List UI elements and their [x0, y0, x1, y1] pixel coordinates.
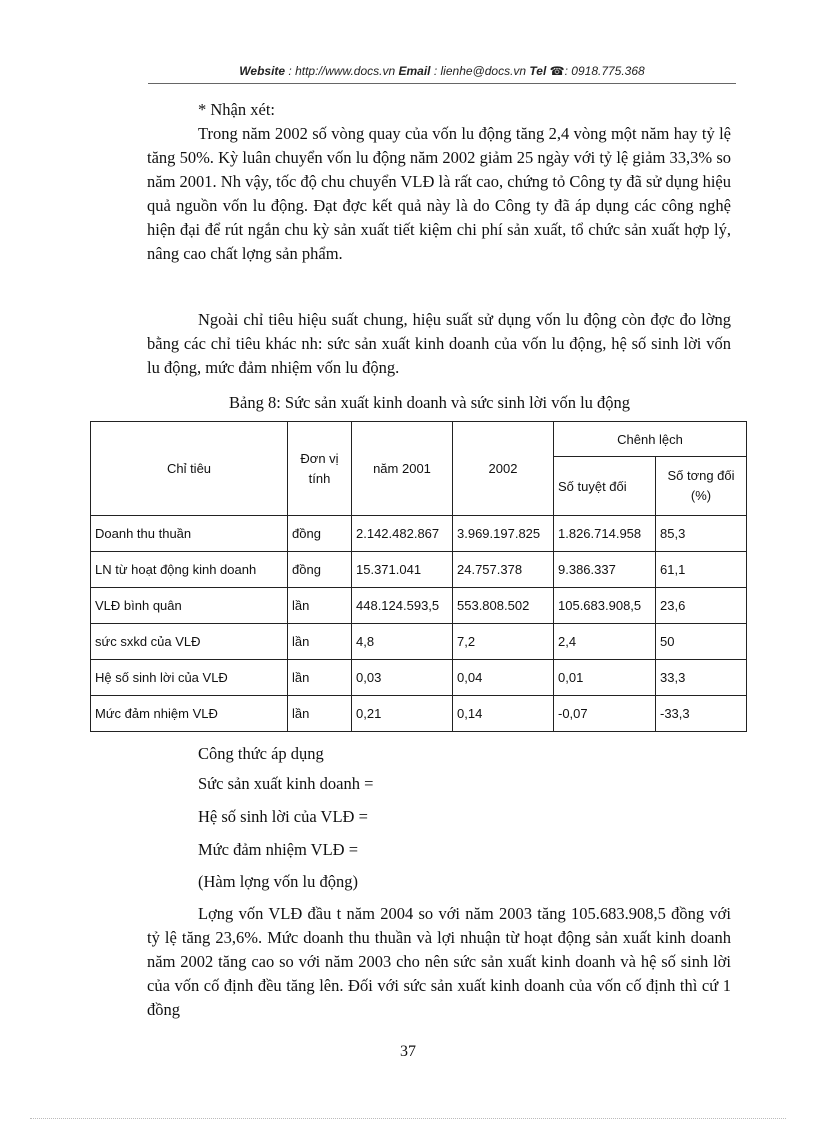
cell-unit: lần — [288, 588, 352, 624]
cell-unit: đồng — [288, 516, 352, 552]
formula-line-1: Sức sản xuất kinh doanh = — [198, 774, 374, 793]
cell-2001: 0,03 — [352, 660, 453, 696]
formula-line-4: (Hàm lợng vốn lu động) — [198, 872, 358, 891]
page-header — [148, 64, 736, 78]
cell-2002: 553.808.502 — [453, 588, 554, 624]
remark-title: * Nhận xét: — [198, 100, 275, 119]
data-table — [90, 421, 747, 732]
header-year-2002: 2002 — [453, 422, 554, 516]
cell-indicator: Doanh thu thuần — [91, 516, 288, 552]
paragraph-2: Ngoài chỉ tiêu hiệu suất chung, hiệu suất sử dụng vốn lu động còn đợc đo lờng bằng các chỉ tiêu khác nh: sức sản xuất kinh doanh của vốn lu động, hệ số sinh lời vốn lu động, mức đảm nhiệm vốn lu động. — [147, 310, 731, 377]
website-label: Website — [239, 64, 286, 78]
page-bottom-border — [30, 1118, 786, 1119]
cell-unit: lần — [288, 660, 352, 696]
table-row — [91, 552, 747, 588]
cell-2001: 4,8 — [352, 624, 453, 660]
cell-absolute: 1.826.714.958 — [554, 516, 656, 552]
phone-icon: ☎ — [549, 64, 565, 78]
page-number: 37 — [400, 1043, 416, 1060]
header-difference: Chênh lệch — [554, 422, 747, 457]
cell-relative: -33,3 — [656, 696, 747, 732]
cell-2002: 0,04 — [453, 660, 554, 696]
cell-unit: lần — [288, 624, 352, 660]
cell-relative: 61,1 — [656, 552, 747, 588]
cell-relative: 50 — [656, 624, 747, 660]
cell-relative: 33,3 — [656, 660, 747, 696]
table-row — [91, 516, 747, 552]
cell-unit: đồng — [288, 552, 352, 588]
cell-absolute: 2,4 — [554, 624, 656, 660]
cell-relative: 85,3 — [656, 516, 747, 552]
formula-line-2: Hệ số sinh lời của VLĐ = — [198, 807, 368, 826]
header-absolute: Số tuyệt đối — [554, 457, 656, 516]
tel-value: : 0918.775.368 — [564, 64, 645, 78]
cell-2002: 24.757.378 — [453, 552, 554, 588]
cell-2002: 3.969.197.825 — [453, 516, 554, 552]
cell-unit: lần — [288, 696, 352, 732]
email-label: Email — [398, 64, 431, 78]
cell-indicator: LN từ hoạt động kinh doanh — [91, 552, 288, 588]
cell-2001: 2.142.482.867 — [352, 516, 453, 552]
cell-absolute: 0,01 — [554, 660, 656, 696]
header-relative: Số tơng đối (%) — [656, 457, 747, 516]
email-value: : lienhe@docs.vn — [433, 64, 527, 78]
paragraph-1: Trong năm 2002 số vòng quay của vốn lu động tăng 2,4 vòng một năm hay tỷ lệ tăng 50%. Kỳ luân chuyển vốn lu động năm 2002 giảm 25 ngày với tỷ lệ giảm 33,3% so năm 2001. Nh vậy, tốc độ chu chuyển VLĐ là rất cao, chứng tỏ Công ty đã sử dụng hiệu quả nguồn vốn lu động. Đạt đợc kết quả này là do Công ty đã áp dụng các công nghệ hiện đại để rút ngắn chu kỳ sản xuất tiết kiệm chi phí sản xuất, tổ chức sản xuất hợp lý, nâng cao chất lợng sản phẩm. — [147, 124, 731, 263]
tel-label: Tel — [529, 64, 547, 78]
cell-relative: 23,6 — [656, 588, 747, 624]
table-row — [91, 588, 747, 624]
cell-indicator: Mức đảm nhiệm VLĐ — [91, 696, 288, 732]
cell-indicator: sức sxkd của VLĐ — [91, 624, 288, 660]
paragraph-3: Lợng vốn VLĐ đầu t năm 2004 so với năm 2003 tăng 105.683.908,5 đồng với tỷ lệ tăng 23,6%. Mức doanh thu thuần và lợi nhuận từ hoạt động sản xuất kinh doanh năm 2002 tăng cao so với năm 2003 cho nên sức sản xuất kinh doanh và hệ số sinh lời của vốn cố định đều tăng lên. Đối với sức sản xuất kinh doanh của vốn cố định thì cứ 1 đồng — [147, 904, 731, 1019]
formula-line-3: Mức đảm nhiệm VLĐ = — [198, 840, 359, 859]
table-row — [91, 696, 747, 732]
cell-absolute: 9.386.337 — [554, 552, 656, 588]
cell-absolute: -0,07 — [554, 696, 656, 732]
table-row — [91, 624, 747, 660]
cell-2001: 0,21 — [352, 696, 453, 732]
table-row — [91, 660, 747, 696]
cell-indicator: Hệ số sinh lời của VLĐ — [91, 660, 288, 696]
table-caption: Bảng 8: Sức sản xuất kinh doanh và sức sinh lời vốn lu động — [229, 393, 631, 412]
website-value: : http://www.docs.vn — [288, 64, 396, 78]
header-indicator: Chỉ tiêu — [91, 422, 288, 516]
cell-2001: 15.371.041 — [352, 552, 453, 588]
cell-2001: 448.124.593,5 — [352, 588, 453, 624]
header-unit: Đơn vị tính — [288, 422, 352, 516]
formula-title: Công thức áp dụng — [198, 744, 324, 763]
cell-2002: 7,2 — [453, 624, 554, 660]
cell-absolute: 105.683.908,5 — [554, 588, 656, 624]
header-divider — [148, 83, 736, 84]
cell-indicator: VLĐ bình quân — [91, 588, 288, 624]
header-year-2001: năm 2001 — [352, 422, 453, 516]
cell-2002: 0,14 — [453, 696, 554, 732]
